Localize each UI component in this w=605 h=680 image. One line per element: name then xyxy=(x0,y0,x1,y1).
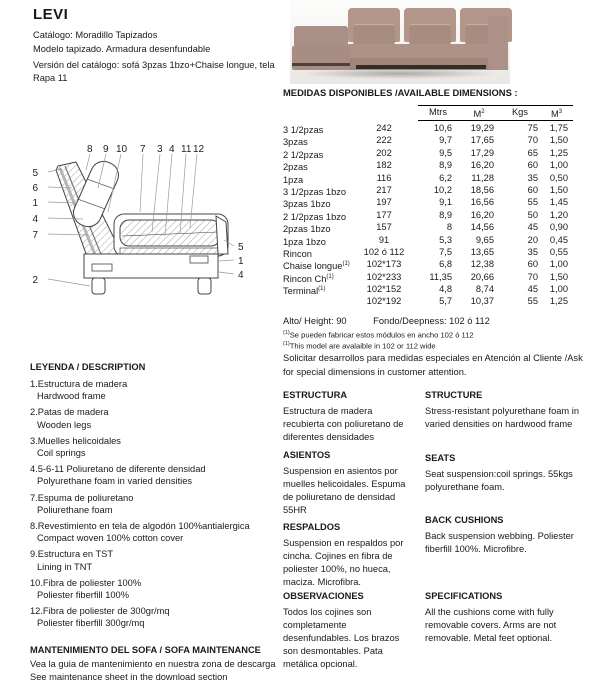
legend-item xyxy=(30,435,280,459)
callout-number: 5 xyxy=(32,168,38,179)
diagram-front-rail xyxy=(216,216,228,254)
module-name: 2 1/2pzas 1bzo xyxy=(283,211,347,222)
sofa-base xyxy=(346,58,508,70)
sofa-throw-pillow xyxy=(409,24,451,45)
module-width: 217 xyxy=(376,184,392,195)
module-kgs: 60 xyxy=(527,259,538,270)
module-m2: 9,65 xyxy=(475,234,494,245)
diagram-leg xyxy=(198,278,211,294)
module-name: Chaise longue$^{(1)}$ xyxy=(283,261,350,272)
module-m2: 16,20 xyxy=(470,209,494,220)
module-name: 1pza xyxy=(283,174,304,185)
callout-number: 6 xyxy=(32,183,38,194)
module-width: 116 xyxy=(376,172,392,183)
module-m2: 11,28 xyxy=(471,172,494,183)
legend-item-es: 8.Revestimiento en tela de algodón 100%antialergica xyxy=(30,521,250,532)
module-m2: 17,65 xyxy=(470,135,494,146)
callout-number: 7 xyxy=(32,230,38,241)
module-mtrs: 4,8 xyxy=(439,284,452,295)
module-m2: 10,37 xyxy=(470,296,494,307)
module-mtrs: 10,2 xyxy=(433,184,452,195)
module-m3: 0,50 xyxy=(549,172,568,183)
legend-item xyxy=(30,605,280,629)
module-kgs: 35 xyxy=(527,246,538,257)
module-m2: 20,66 xyxy=(470,271,494,282)
maintenance-heading: MANTENIMIENTO DEL SOFA / SOFA MAINTENANCE xyxy=(30,645,261,655)
maintenance-section xyxy=(30,644,310,680)
section-title: SEATS xyxy=(425,453,456,463)
footnote-marker: (1) xyxy=(326,273,334,280)
section-body: Back suspension webbing. Poliester fiberfill 100%. Microfibre. xyxy=(425,531,574,554)
callout-number: 4 xyxy=(238,270,244,281)
section-body: Suspension en asientos por muelles helicoidales. Espuma de poliuretano de densidad 55HR xyxy=(283,466,406,515)
dimensions-heading: MEDIDAS DISPONIBLES /AVAILABLE DIMENSIONS : xyxy=(283,87,518,98)
legend-item-es: 7.Espuma de poliuretano xyxy=(30,492,134,503)
maintenance-es: Vea la guia de mantenimiento en nuestra zona de descarga xyxy=(30,658,276,669)
module-kgs: 50 xyxy=(527,209,538,220)
dimension-row xyxy=(283,234,568,246)
footnote-en: $^{(1)}$This model are avalaible in 102 or 112 wide xyxy=(283,341,436,351)
module-width: 91 xyxy=(378,234,390,245)
module-m3: 1,00 xyxy=(549,259,568,270)
legend-item-en: Lining in TNT xyxy=(37,561,93,572)
section-asientos xyxy=(283,449,411,517)
section-title: OBSERVACIONES xyxy=(283,591,364,601)
module-kgs: 45 xyxy=(527,284,538,295)
module-m2: 12,38 xyxy=(470,259,494,270)
module-name: 3pzas 1bzo xyxy=(283,199,331,210)
legend-item xyxy=(30,520,280,544)
footnote-marker: (1) xyxy=(318,286,326,293)
module-m3: 1,25 xyxy=(549,147,568,158)
module-m2: 16,20 xyxy=(470,160,494,171)
module-width: 102*173 xyxy=(366,259,402,270)
section-specifications xyxy=(425,590,595,645)
section-back-cushions xyxy=(425,514,595,556)
module-width: 157 xyxy=(376,222,392,233)
section-title: RESPALDOS xyxy=(283,522,341,532)
callout-number: 2 xyxy=(32,275,38,286)
diagram-base-slat xyxy=(190,256,208,263)
callout-number: 3 xyxy=(157,144,163,155)
section-title: ESTRUCTURA xyxy=(283,390,348,400)
diagram-base-slat xyxy=(92,264,112,271)
dimension-row xyxy=(283,283,568,295)
callout-number: 4 xyxy=(169,144,175,155)
module-name xyxy=(283,295,358,307)
dimensions-table-header xyxy=(418,105,573,121)
sofa-seat xyxy=(346,44,508,58)
dimension-row xyxy=(283,147,568,159)
callout-number: 5 xyxy=(238,242,244,253)
dimensions-table-body xyxy=(283,122,568,308)
module-name: 3pzas xyxy=(283,137,308,148)
legend-item-es: 12.Fibra de poliester de 300gr/mq xyxy=(30,606,170,617)
module-name: Rincon xyxy=(283,249,312,259)
legend-item-en: Poliester fiberfill 100% xyxy=(37,590,129,601)
module-kgs: 60 xyxy=(527,160,538,171)
sofa-base-recess xyxy=(356,65,486,69)
sofa-throw-pillow xyxy=(353,24,395,45)
module-name: 3 1/2pzas xyxy=(283,125,324,136)
module-width: 102*192 xyxy=(366,296,402,307)
section-body: All the cushions come with fully removable covers. Arms are not removable. Metal feet optional. xyxy=(425,607,557,643)
module-m3: 1,50 xyxy=(549,135,568,146)
module-width: 202 xyxy=(376,147,392,158)
legend-item-en: Coil springs xyxy=(37,448,86,459)
module-width: 182 xyxy=(376,160,392,171)
module-width: 102 ó 112 xyxy=(363,246,405,257)
section-seats xyxy=(425,452,595,494)
module-m2: 18,56 xyxy=(470,184,494,195)
module-mtrs: 8,9 xyxy=(439,209,452,220)
module-mtrs: 9,5 xyxy=(439,147,452,158)
module-m3: 1,20 xyxy=(549,209,568,220)
section-body: Suspension en respaldos por cincha. Cojines en fibra de poliester 100%, no hueca, maciza. Microfibra. xyxy=(283,538,404,587)
module-kgs: 70 xyxy=(527,271,538,282)
module-m3: 1,45 xyxy=(549,197,568,208)
dimension-row xyxy=(283,258,568,270)
height-value: Alto/ Height: 90 xyxy=(283,316,347,326)
module-m2: 8,74 xyxy=(475,284,494,295)
module-kgs: 65 xyxy=(527,147,538,158)
legend-item xyxy=(30,378,280,402)
legend-heading: LEYENDA / DESCRIPTION xyxy=(30,362,146,372)
legend-item-en: Compact woven 100% cotton cover xyxy=(37,533,184,544)
module-m3: 1,25 xyxy=(549,296,568,307)
legend-item-es: 10.Fibra de poliester 100% xyxy=(30,577,142,588)
module-mtrs: 8 xyxy=(446,222,452,233)
module-m3: 1,50 xyxy=(549,184,568,195)
diagram-leg xyxy=(92,278,105,294)
module-kgs: 35 xyxy=(527,172,538,183)
module-kgs: 70 xyxy=(527,135,538,146)
section-title: SPECIFICATIONS xyxy=(425,591,503,601)
module-mtrs: 5,7 xyxy=(439,296,452,307)
callout-number: 8 xyxy=(87,144,93,155)
section-body: Todos los cojines son completamente desenfundables. Los brazos son desmontables. Pata metálica opcional. xyxy=(283,607,400,669)
module-mtrs: 11,35 xyxy=(429,271,452,282)
legend-item xyxy=(30,577,280,601)
diagram-seat-underlayer xyxy=(120,248,220,254)
module-width: 242 xyxy=(376,123,392,133)
callout-number: 11 xyxy=(181,144,192,155)
module-width: 102*233 xyxy=(366,271,402,282)
callout-number: 9 xyxy=(103,144,109,155)
section-title: STRUCTURE xyxy=(425,390,483,400)
module-width: 102*152 xyxy=(366,284,402,295)
legend-item-es: 3.Muelles helicoidales xyxy=(30,435,121,446)
legend-item-es: 2.Patas de madera xyxy=(30,407,109,418)
module-mtrs: 6,8 xyxy=(439,259,452,270)
dimension-row xyxy=(283,295,568,307)
section-estructura xyxy=(283,389,411,444)
legend-item-es: 1.Estructura de madera xyxy=(30,379,128,389)
special-dimensions-note: Solicitar desarrollos para medidas especiales en Atención al Cliente /Ask for special dimensions in customer attention. xyxy=(283,353,583,377)
section-body: Stress-resistant polyurethane foam in varied densities on hardwood frame xyxy=(425,406,579,429)
legend-item-en: Wooden legs xyxy=(37,419,92,430)
module-mtrs: 5,3 xyxy=(439,234,452,245)
module-mtrs: 10,6 xyxy=(433,123,452,133)
depth-value: Fondo/Deepness: 102 ó 112 xyxy=(373,316,490,326)
dimension-row xyxy=(283,271,568,283)
section-title: BACK CUSHIONS xyxy=(425,515,504,525)
page-title: LEVI xyxy=(33,6,69,23)
module-name: 2pzas xyxy=(283,162,308,173)
section-structure xyxy=(425,389,595,431)
legend-item xyxy=(30,492,280,516)
module-m3: 0,55 xyxy=(549,246,568,257)
legend-item-en: Poliurethane foam xyxy=(37,504,113,515)
legend-items xyxy=(30,378,280,630)
maintenance-en: See maintenance sheet in the download section xyxy=(30,672,228,680)
module-kgs: 55 xyxy=(527,296,538,307)
module-m3: 0,45 xyxy=(549,234,568,245)
module-m3: 0,90 xyxy=(549,222,568,233)
module-m2: 17,29 xyxy=(470,147,494,158)
module-name: Terminal$^{(1)}$ xyxy=(283,286,326,297)
column-header-mtrs: Mtrs xyxy=(428,107,448,117)
dimension-row xyxy=(283,196,568,208)
column-header-m3: $M^3$ xyxy=(550,109,563,120)
column-header-m2: $M^2$ xyxy=(473,109,485,120)
dimension-row xyxy=(283,172,568,184)
legend-item-es: 4.5-6-11 Poliuretano de diferente densidad xyxy=(30,464,206,475)
legend-item-en: Hardwood frame xyxy=(37,391,106,402)
legend-item xyxy=(30,548,280,572)
module-m3: 1,00 xyxy=(549,284,568,295)
dimension-row xyxy=(283,122,568,134)
footnote-marker: (1) xyxy=(342,261,350,268)
callout-number: 12 xyxy=(193,144,205,155)
module-name: 3 1/2pzas 1bzo xyxy=(283,187,347,198)
catalog-version: Versión del catálogo: sofá 3pzas 1bzo+Chaise longue, tela Rapa 11 xyxy=(33,60,275,83)
model-description: Modelo tapizado. Armadura desenfundable xyxy=(33,44,211,54)
sofa-cross-section-diagram xyxy=(20,136,255,304)
dimension-row xyxy=(283,246,568,258)
callout-number: 4 xyxy=(32,214,38,225)
legend-item xyxy=(30,463,280,487)
footnote-es: $^{(1)}$Se pueden fabricar estos módulos en ancho 102 ó 112 xyxy=(283,330,474,340)
callout-number: 10 xyxy=(116,144,128,155)
module-mtrs: 9,7 xyxy=(439,135,452,146)
diagram-seat-cushion xyxy=(120,220,220,246)
dimension-row xyxy=(283,134,568,146)
sofa-chaise-seam xyxy=(292,63,350,66)
module-mtrs: 7,5 xyxy=(439,246,452,257)
legend-item-es: 9.Estructura en TST xyxy=(30,549,114,560)
sofa-right-arm xyxy=(488,16,508,70)
legend-item-en: Polyurethane foam in varied densities xyxy=(37,476,193,487)
module-kgs: 60 xyxy=(527,184,538,195)
module-name: 2 1/2pzas xyxy=(283,149,324,160)
product-photo xyxy=(290,0,510,84)
module-name: Rincon Ch$^{(1)}$ xyxy=(283,273,334,284)
dimension-row xyxy=(283,184,568,196)
module-name: 2pzas 1bzo xyxy=(283,224,331,235)
dimension-row xyxy=(283,209,568,221)
callout-number: 1 xyxy=(32,198,38,209)
module-m3: 1,50 xyxy=(549,271,568,282)
dimension-row xyxy=(283,221,568,233)
legend-item-en: Poliester fiberfill 300gr/mq xyxy=(37,618,145,629)
module-m2: 13,65 xyxy=(470,246,494,257)
module-name: 1pza 1bzo xyxy=(283,236,326,247)
section-body: Estructura de madera recubierta con poliuretano de diferentes densidades xyxy=(283,406,404,442)
dimension-row xyxy=(283,159,568,171)
height-depth-line xyxy=(283,316,490,326)
catalog-name: Catálogo: Moradillo Tapizados xyxy=(33,30,158,40)
module-m2: 19,29 xyxy=(470,123,494,133)
module-m3: 1,75 xyxy=(549,123,568,133)
legend-item xyxy=(30,406,280,430)
module-m3: 1,00 xyxy=(549,160,568,171)
section-title: ASIENTOS xyxy=(283,450,331,460)
module-width: 222 xyxy=(376,135,392,146)
module-kgs: 75 xyxy=(527,123,538,133)
sofa-chaise-seat xyxy=(292,46,350,70)
callout-number: 1 xyxy=(238,256,244,267)
module-kgs: 55 xyxy=(527,197,538,208)
module-kgs: 20 xyxy=(527,234,538,245)
section-respaldos xyxy=(283,521,411,589)
module-kgs: 45 xyxy=(527,222,538,233)
module-mtrs: 8,9 xyxy=(439,160,452,171)
module-width: 177 xyxy=(376,209,392,220)
module-width: 197 xyxy=(376,197,392,208)
section-body: Seat suspension:coil springs. 55kgs polyurethane foam. xyxy=(425,469,573,492)
legend xyxy=(30,362,280,634)
column-header-kgs: Kgs xyxy=(511,107,529,117)
module-mtrs: 9,1 xyxy=(439,197,452,208)
module-m2: 16,56 xyxy=(470,197,494,208)
module-mtrs: 6,2 xyxy=(439,172,452,183)
callout-number: 7 xyxy=(140,144,146,155)
module-m2: 14,56 xyxy=(470,222,494,233)
